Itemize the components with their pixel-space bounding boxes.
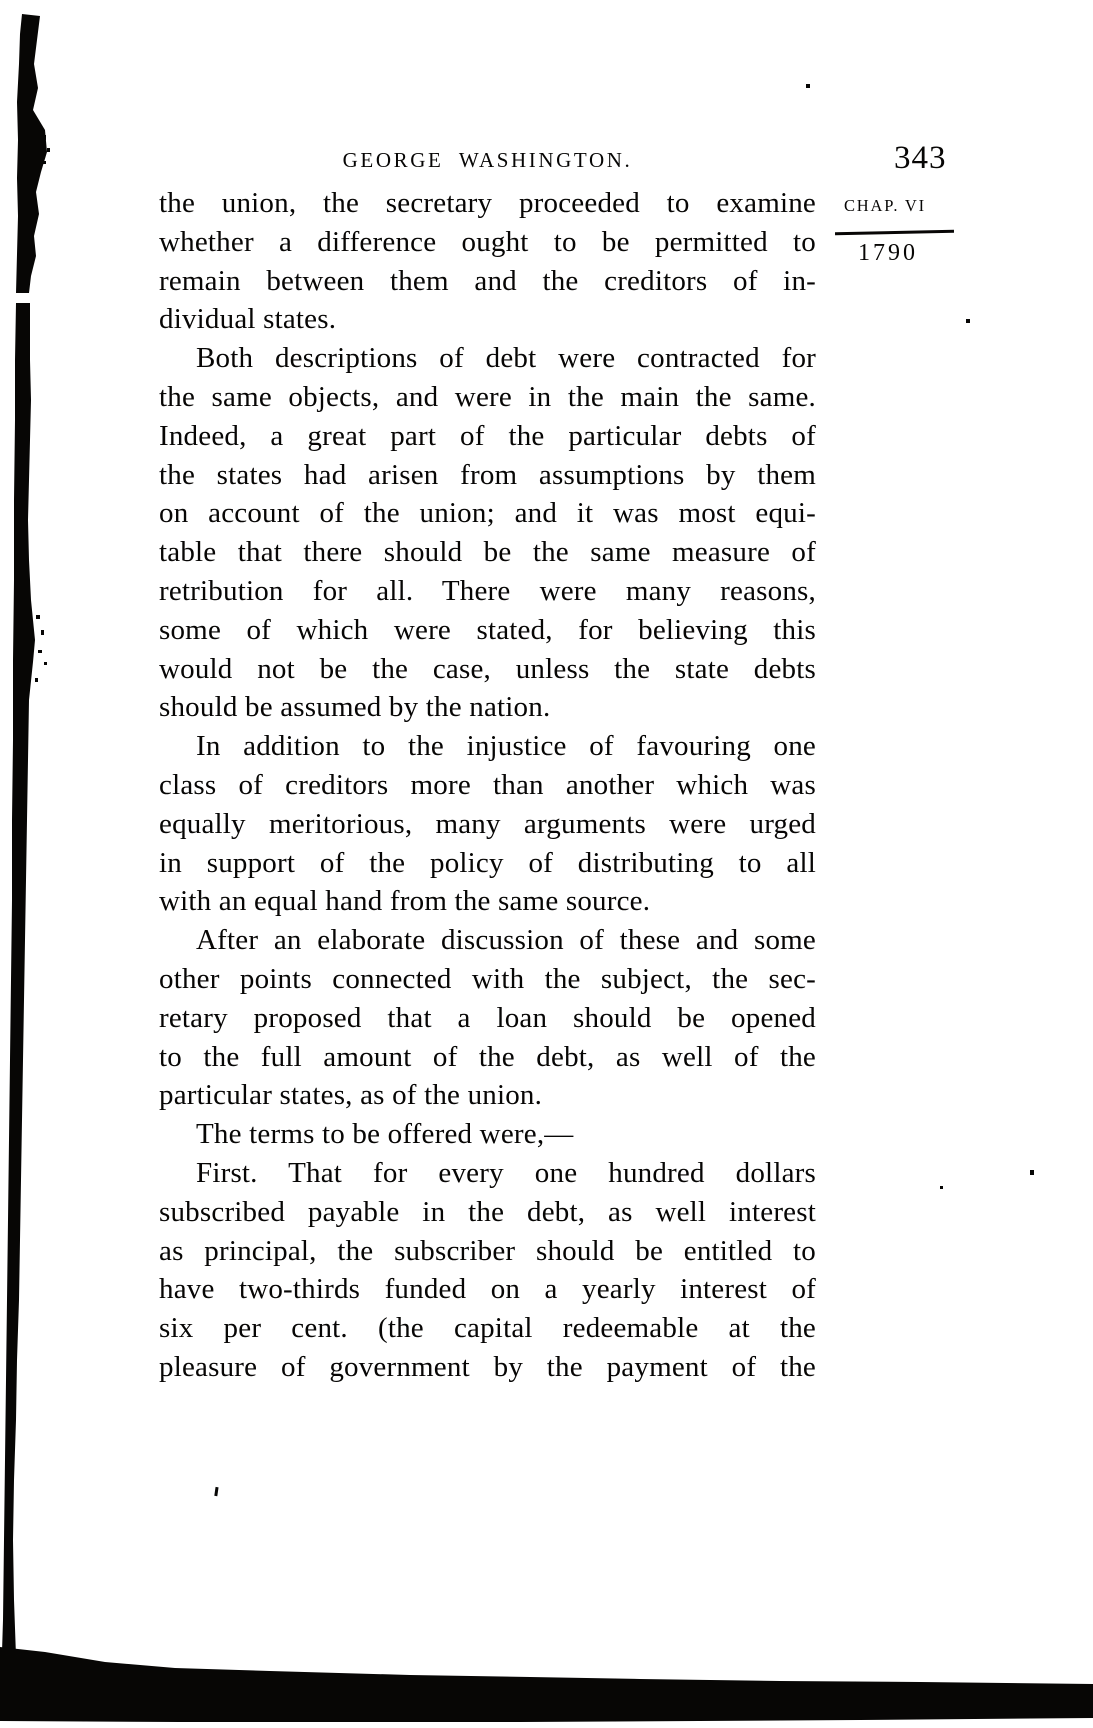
running-header: GEORGE WASHINGTON. — [342, 148, 633, 172]
text-line: dividual states. — [159, 303, 337, 336]
text-line: as principal, the subscriber should be entitled to — [159, 1234, 816, 1267]
text-line: would not be the case, unless the state debts — [159, 652, 816, 685]
binding-streak-lower — [2, 303, 35, 1656]
paragraph — [159, 184, 816, 339]
text-line: whether a difference ought to be permitted to — [159, 225, 816, 258]
binding-streak-upper — [16, 14, 47, 293]
text-line: the union, the secretary proceeded to examine — [159, 187, 816, 219]
text-line: table that there should be the same measure of — [159, 536, 816, 569]
body-text — [159, 184, 816, 1387]
text-line: six per cent. (the capital redeemable at the — [159, 1312, 816, 1345]
text-line: First. That for every one hundred dollars — [196, 1156, 816, 1189]
text-line: equally meritorious, many arguments were urged — [159, 807, 816, 840]
paragraph — [159, 339, 816, 727]
margin-note-year: 1790 — [858, 240, 918, 266]
text-line: in support of the policy of distributing to all — [159, 846, 816, 879]
paragraph — [159, 1154, 816, 1387]
page-number: 343 — [894, 140, 947, 176]
text-line: the states had arisen from assumptions by them — [159, 458, 816, 491]
text-line: Indeed, a great part of the particular debts of — [159, 419, 816, 452]
text-line: remain between them and the creditors of in- — [159, 264, 816, 297]
text-line: After an elaborate discussion of these and some — [196, 924, 816, 957]
text-line: Both descriptions of debt were contracted for — [196, 342, 816, 375]
text-line: to the full amount of the debt, as well of the — [159, 1040, 816, 1073]
text-line: on account of the union; and it was most equi- — [159, 497, 816, 530]
text-line: retary proposed that a loan should be opened — [159, 1001, 816, 1034]
text-line: In addition to the injustice of favouring one — [196, 730, 816, 763]
binding-speckles — [35, 135, 50, 682]
text-line: retribution for all. There were many reasons, — [159, 574, 816, 607]
paragraph — [159, 1115, 816, 1154]
text-line: particular states, as of the union. — [159, 1079, 543, 1112]
scan-bottom-bar — [0, 1647, 1093, 1722]
paragraph — [159, 921, 816, 1115]
paragraph — [159, 727, 816, 921]
text-line: should be assumed by the nation. — [159, 691, 551, 724]
text-line: class of creditors more than another which was — [159, 768, 816, 801]
text-line: have two-thirds funded on a yearly interest of — [159, 1273, 816, 1306]
text-line: the same objects, and were in the main the same. — [159, 380, 816, 413]
text-line: pleasure of government by the payment of the — [159, 1350, 816, 1383]
text-line: other points connected with the subject, the sec- — [159, 962, 816, 995]
text-line: with an equal hand from the same source. — [159, 885, 651, 918]
text-line: subscribed payable in the debt, as well interest — [159, 1195, 816, 1228]
text-line: some of which were stated, for believing this — [159, 613, 816, 646]
margin-note-chapter: CHAP. VI — [844, 196, 926, 215]
margin-note-rule — [835, 230, 954, 235]
text-line: The terms to be offered were,— — [196, 1118, 574, 1151]
